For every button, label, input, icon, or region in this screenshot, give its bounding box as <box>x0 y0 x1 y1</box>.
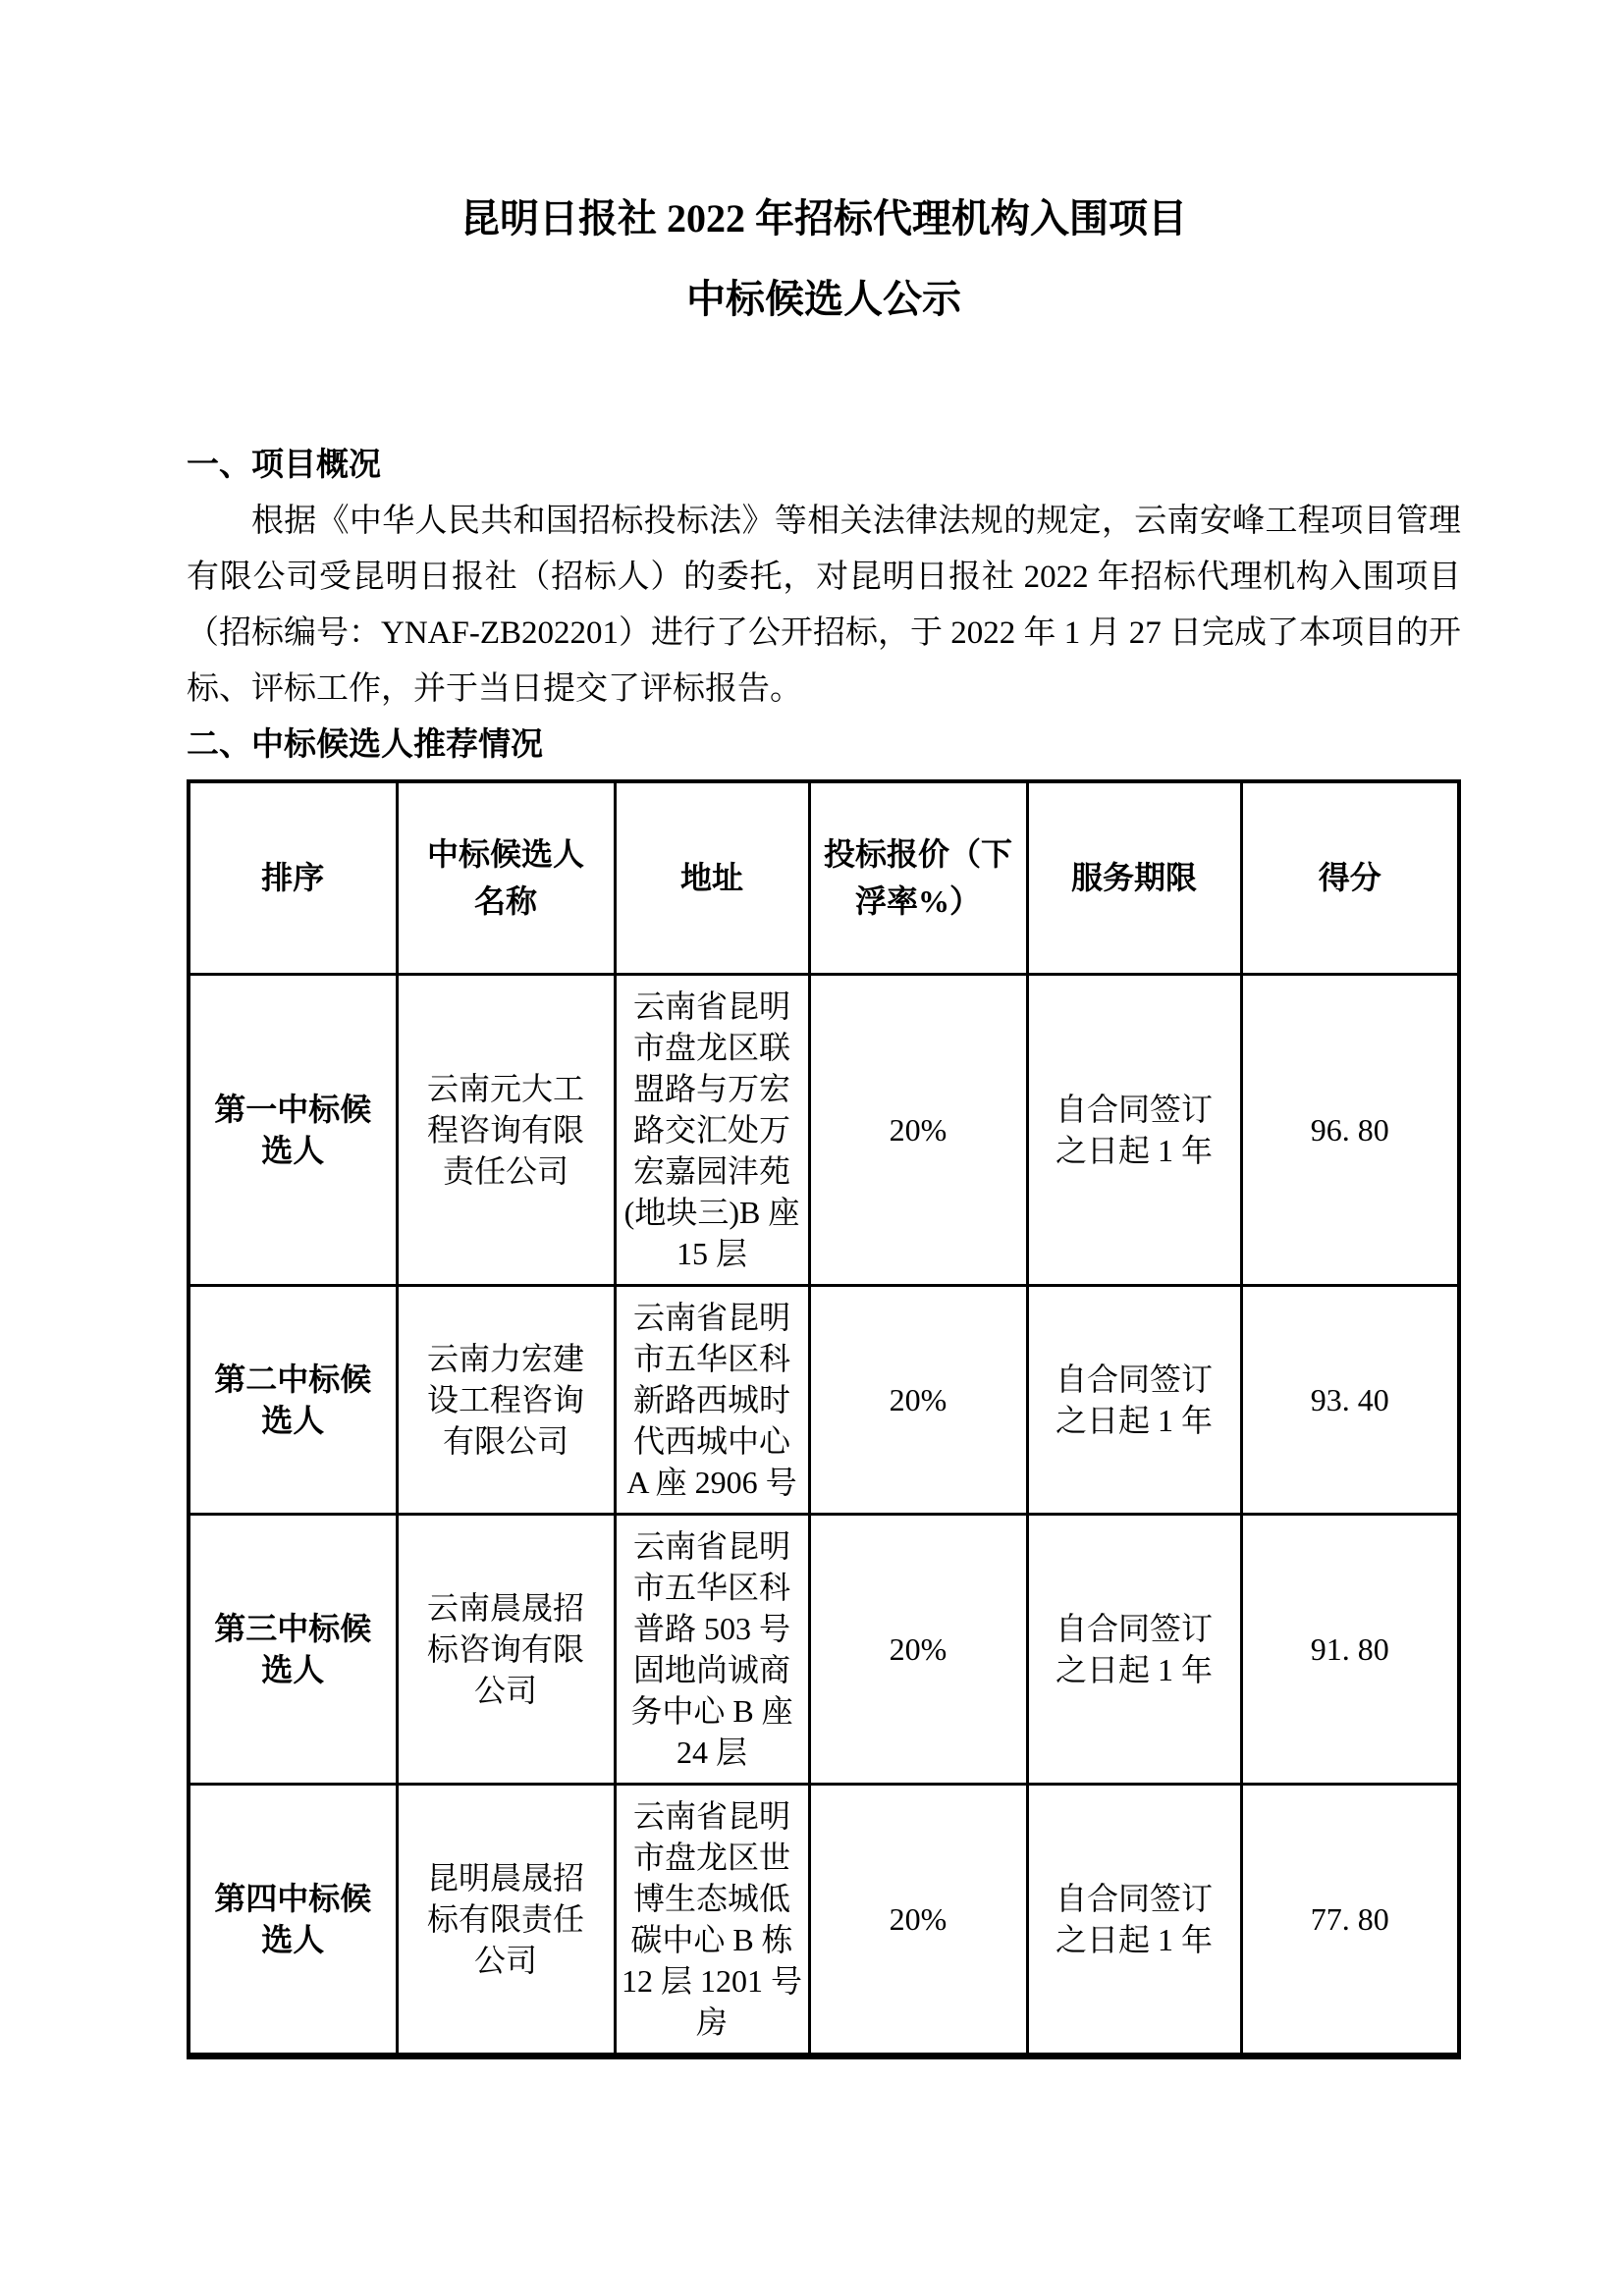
document-title-line1: 昆明日报社 2022 年招标代理机构入围项目 <box>460 196 1187 240</box>
candidate-score: 93. 40 <box>1241 1285 1459 1514</box>
table-row <box>189 1285 1459 1514</box>
candidate-address: 云南省昆明市五华区科新路西城时代西城中心 A 座 2906 号 <box>615 1285 809 1514</box>
candidate-price: 20% <box>809 1285 1027 1514</box>
col-header-term: 服务期限 <box>1027 781 1241 974</box>
candidate-term: 自合同签订之日起 1 年 <box>1027 974 1241 1285</box>
candidate-term: 自合同签订之日起 1 年 <box>1027 1285 1241 1514</box>
candidate-term: 自合同签订之日起 1 年 <box>1027 1514 1241 1784</box>
candidate-rank: 第四中标候选人 <box>189 1784 397 2056</box>
table-row <box>189 974 1459 1285</box>
table-header-row <box>189 781 1459 974</box>
candidate-address: 云南省昆明市盘龙区世博生态城低碳中心 B 栋 12 层 1201 号房 <box>615 1784 809 2056</box>
candidate-name: 云南晨晟招标咨询有限公司 <box>397 1514 615 1784</box>
col-header-price: 投标报价（下浮率%） <box>809 781 1027 974</box>
section1-heading: 一、项目概况 <box>187 448 381 483</box>
table-row <box>189 1784 1459 2056</box>
candidate-rank: 第三中标候选人 <box>189 1514 397 1784</box>
candidate-name: 昆明晨晟招标有限责任公司 <box>397 1784 615 2056</box>
candidate-price: 20% <box>809 1514 1027 1784</box>
candidate-name: 云南力宏建设工程咨询有限公司 <box>397 1285 615 1514</box>
candidate-rank: 第二中标候选人 <box>189 1285 397 1514</box>
candidate-price: 20% <box>809 974 1027 1285</box>
candidate-address: 云南省昆明市盘龙区联盟路与万宏路交汇处万宏嘉园沣苑(地块三)B 座 15 层 <box>615 974 809 1285</box>
col-header-name: 中标候选人名称 <box>397 781 615 974</box>
section1-paragraph: 根据《中华人民共和国招标投标法》等相关法律法规的规定，云南安峰工程项目管理有限公司受昆明日报社（招标人）的委托，对昆明日报社 2022 年招标代理机构入围项目（招标编号：YNAF-ZB202201）进行了公开招标，于 2022 年 1 月 27 日完成了本项目的开标、评标工作，并于当日提交了评标报告。 <box>187 504 1462 707</box>
col-header-score: 得分 <box>1241 781 1459 974</box>
candidate-address: 云南省昆明市五华区科普路 503 号固地尚诚商务中心 B 座 24 层 <box>615 1514 809 1784</box>
candidate-score: 96. 80 <box>1241 974 1459 1285</box>
candidate-term: 自合同签订之日起 1 年 <box>1027 1784 1241 2056</box>
candidate-name: 云南元大工程咨询有限责任公司 <box>397 974 615 1285</box>
col-header-address: 地址 <box>615 781 809 974</box>
candidate-price: 20% <box>809 1784 1027 2056</box>
candidate-score: 77. 80 <box>1241 1784 1459 2056</box>
col-header-rank: 排序 <box>189 781 397 974</box>
document-title-line2: 中标候选人公示 <box>686 277 961 321</box>
candidate-rank: 第一中标候选人 <box>189 974 397 1285</box>
candidates-table <box>187 779 1461 2059</box>
candidate-score: 91. 80 <box>1241 1514 1459 1784</box>
section2-heading: 二、中标候选人推荐情况 <box>187 727 543 763</box>
table-row <box>189 1514 1459 1784</box>
